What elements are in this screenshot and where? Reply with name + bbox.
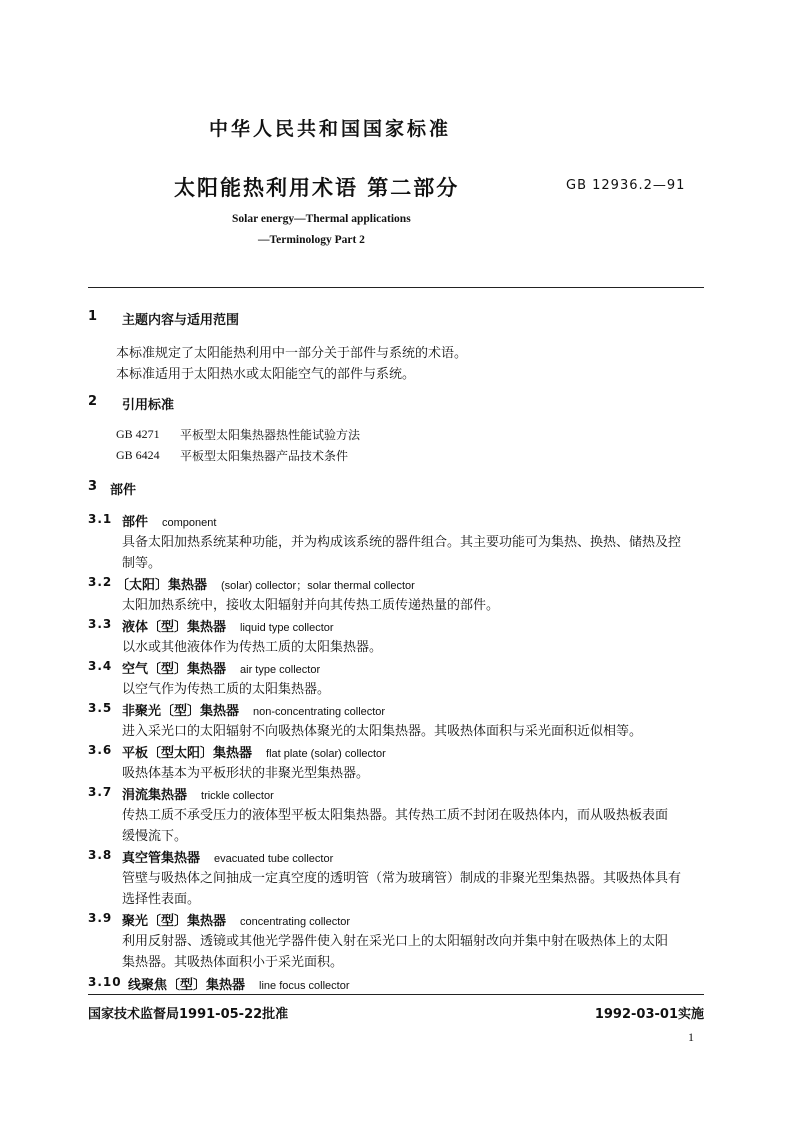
issuing-org: 中华人民共和国国家标准 <box>208 118 451 140</box>
term-heading <box>128 974 350 993</box>
section-2-title: 引用标准 <box>122 398 175 413</box>
approval-line: 国家技术监督局1991-05-22批准 <box>88 1007 289 1022</box>
term-heading <box>122 742 386 761</box>
term-en: flat plate (solar) collector <box>266 748 386 760</box>
term-definition: 太阳加热系统中，接收太阳辐射并向其传热工质传递热量的部件。 <box>122 598 500 613</box>
header-divider <box>88 287 704 288</box>
reference-title: 平板型太阳集热器产品技术条件 <box>180 449 349 463</box>
term-definition: 缓慢流下。 <box>122 829 188 844</box>
reference-title: 平板型太阳集热器热性能试验方法 <box>180 428 361 442</box>
reference-code: GB 4271 <box>116 427 160 441</box>
document-title: 太阳能热利用术语 第二部分 <box>174 176 460 200</box>
term-en: evacuated tube collector <box>214 853 334 865</box>
term-number: 3.2 <box>88 575 113 589</box>
term-en: line focus collector <box>259 980 350 992</box>
term-definition: 制等。 <box>122 556 162 571</box>
term-definition: 选择性表面。 <box>122 892 201 907</box>
term-definition: 管壁与吸热体之间抽成一定真空度的透明管（常为玻璃管）制成的非聚光型集热器。其吸热体具有 <box>122 871 682 886</box>
term-definition: 以空气作为传热工质的太阳集热器。 <box>122 682 331 697</box>
term-en: concentrating collector <box>240 916 351 928</box>
term-en: (solar) collector；solar thermal collector <box>221 580 415 592</box>
section-1-number: 1 <box>88 309 98 324</box>
term-number: 3.5 <box>88 701 113 715</box>
section-1-title: 主题内容与适用范围 <box>122 313 240 328</box>
implementation-date: 1992-03-01实施 <box>594 1007 704 1022</box>
term-heading <box>122 511 216 530</box>
standard-number: GB 12936.2—91 <box>566 178 686 193</box>
term-number: 3.9 <box>88 911 113 925</box>
term-heading <box>122 910 350 929</box>
term-zh: 非聚光〔型〕集热器 <box>122 704 240 719</box>
term-definition: 吸热体基本为平板形状的非聚光型集热器。 <box>122 766 370 781</box>
term-heading <box>122 784 274 803</box>
term-definition: 以水或其他液体作为传热工质的太阳集热器。 <box>122 640 383 655</box>
term-en: non-concentrating collector <box>253 706 386 718</box>
term-definition: 进入采光口的太阳辐射不向吸热体聚光的太阳集热器。其吸热体面积与采光面积近似相等。 <box>122 724 643 739</box>
term-en: component <box>162 517 217 529</box>
term-number: 3.3 <box>88 617 113 631</box>
term-number: 3.10 <box>88 975 122 989</box>
term-definition: 具备太阳加热系统某种功能，并为构成该系统的器件组合。其主要功能可为集热、换热、储热及控 <box>122 535 682 550</box>
section-2-number: 2 <box>88 394 98 409</box>
term-heading <box>122 847 333 866</box>
term-heading <box>122 700 385 719</box>
term-number: 3.4 <box>88 659 113 673</box>
term-en: trickle collector <box>201 790 274 802</box>
term-number: 3.6 <box>88 743 113 757</box>
term-en: air type collector <box>240 664 321 676</box>
term-zh: 液体〔型〕集热器 <box>122 620 227 635</box>
footer-divider <box>88 994 704 995</box>
page-number: 1 <box>688 1030 694 1044</box>
term-definition: 集热器。其吸热体面积小于采光面积。 <box>122 955 344 970</box>
reference-code: GB 6424 <box>116 448 160 462</box>
section-1-paragraph: 本标准规定了太阳能热利用中一部分关于部件与系统的术语。 <box>116 346 468 361</box>
term-zh: 平板〔型太阳〕集热器 <box>122 746 253 761</box>
term-zh: 〔太阳〕集热器 <box>116 578 208 593</box>
term-zh: 聚光〔型〕集热器 <box>122 914 227 929</box>
term-heading <box>116 574 415 593</box>
term-definition: 利用反射器、透镜或其他光学器件使入射在采光口上的太阳辐射改向并集中射在吸热体上的太阳 <box>122 934 669 949</box>
term-heading <box>122 658 320 677</box>
term-en: liquid type collector <box>240 622 334 634</box>
section-1-paragraph: 本标准适用于太阳热水或太阳能空气的部件与系统。 <box>116 367 416 382</box>
term-zh: 部件 <box>122 515 149 530</box>
term-zh: 真空管集热器 <box>122 851 201 866</box>
term-zh: 空气〔型〕集热器 <box>122 662 227 677</box>
section-3-title: 部件 <box>110 483 137 498</box>
section-3-number: 3 <box>88 479 98 494</box>
term-number: 3.8 <box>88 848 113 862</box>
term-number: 3.1 <box>88 512 113 526</box>
term-definition: 传热工质不承受压力的液体型平板太阳集热器。其传热工质不封闭在吸热体内，而从吸热板表面 <box>122 808 669 823</box>
english-title-line2: —Terminology Part 2 <box>258 234 365 246</box>
term-number: 3.7 <box>88 785 113 799</box>
term-heading <box>122 616 334 635</box>
term-zh: 涓流集热器 <box>122 788 188 803</box>
english-title-line1: Solar energy—Thermal applications <box>232 213 411 225</box>
term-zh: 线聚焦〔型〕集热器 <box>128 978 246 993</box>
